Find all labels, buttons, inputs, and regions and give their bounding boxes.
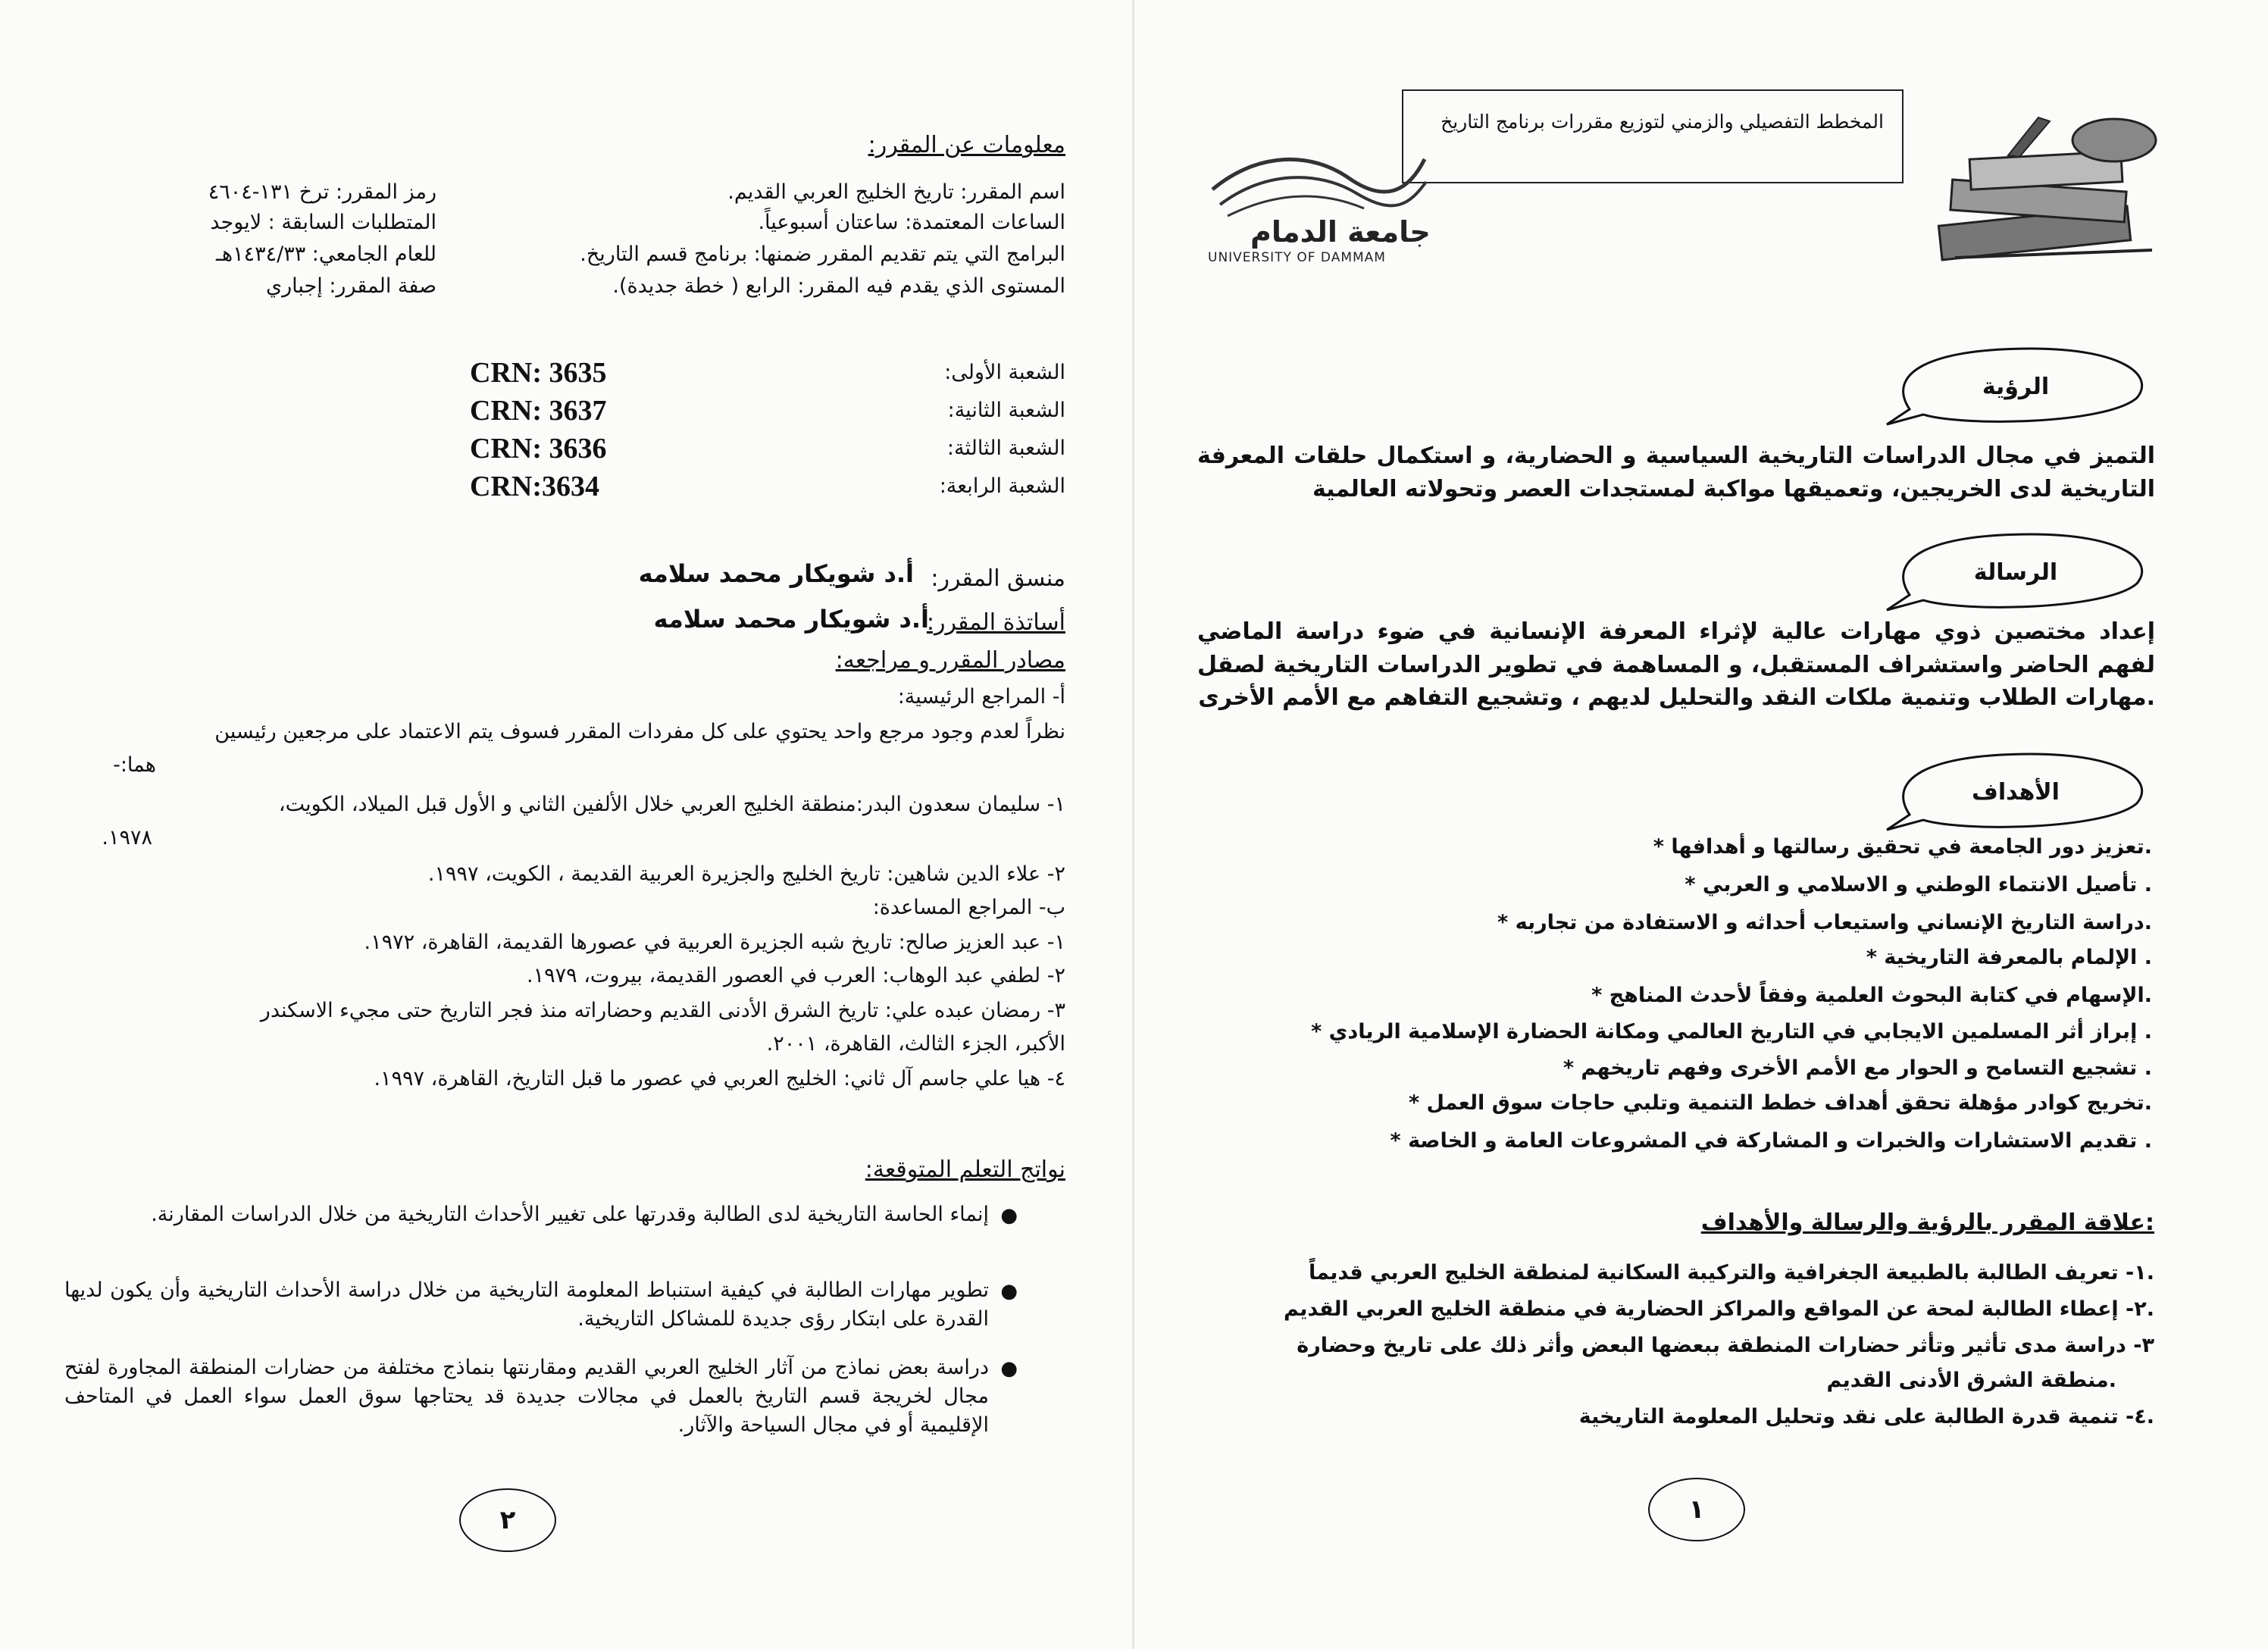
relation-item: ٤- تنمية قدرة الطالبة على نقد وتحليل المعلومة التاريخية. xyxy=(1578,1405,2154,1428)
outcomes-title: نواتج التعلم المتوقعة: xyxy=(865,1156,1065,1183)
main-reference: ٢- علاء الدين شاهين: تاريخ الخليج والجزيرة العربية القديمة ، الكويت، ١٩٩٧. xyxy=(427,862,1065,886)
outcome-text: إنماء الحاسة التاريخية لدى الطالبة وقدرتها على تغيير الأحداث التاريخية من خلال الدراسات المقارنة. xyxy=(151,1203,989,1226)
page-number: ١ xyxy=(1648,1478,1745,1541)
section-label: الشعبة الرابعة: xyxy=(939,474,1065,498)
star-icon: * xyxy=(1408,1091,1427,1115)
aux-refs-title: ب- المراجع المساعدة: xyxy=(872,896,1065,919)
relation-item: ٣- دراسة مدى تأثير وتأثر حضارات المنطقة ببعضها البعض وأثر ذلك على تاريخ وحضارة xyxy=(1297,1334,2154,1357)
goal-item: * تعزيز دور الجامعة في تحقيق رسالتها و أهدافها. xyxy=(1653,835,2152,859)
info-title: معلومات عن المقرر: xyxy=(868,132,1065,158)
outcome-item xyxy=(64,1200,1018,1229)
bullet-icon: ● xyxy=(1000,1357,1018,1380)
course-type-line: صفة المقرر: إجباري xyxy=(266,274,436,298)
course-name-line: اسم المقرر: تاريخ الخليج العربي القديم. xyxy=(727,180,1065,204)
goals-bubble xyxy=(1879,750,2152,834)
instructors-name: أ.د شويكار محمد سلامه xyxy=(653,605,929,634)
star-icon: * xyxy=(1390,1129,1409,1153)
logo-english: UNIVERSITY OF DAMMAM xyxy=(1208,250,1386,265)
outcome-text: تطوير مهارات الطالبة في كيفية استنباط المعلومة التاريخية من خلال دراسة الأحداث التاريخية وأن يكون لديها القدرة على ابتكار رؤى جديدة للمشاكل التاريخية. xyxy=(64,1278,989,1331)
star-icon: * xyxy=(1497,911,1516,934)
page-number: ٢ xyxy=(459,1488,556,1552)
bullet-icon: ● xyxy=(1000,1280,1018,1303)
aux-reference-cont: الأكبر، الجزء الثالث، القاهرة، ٢٠٠١. xyxy=(766,1032,1065,1056)
aux-reference: ١- عبد العزيز صالح: تاريخ شبه الجزيرة العربية في عصورها القديمة، القاهرة، ١٩٧٢. xyxy=(364,931,1065,954)
logo-wave-icon xyxy=(1205,136,1432,220)
mission-text: إعداد مختصين ذوي مهارات عالية لإثراء المعرفة الإنسانية في ضوء دراسة الماضي لفهم الحاضر واستشراف المستقبل، و المساهمة في تطوير الدراسات التاريخية لصقل مهارات الطلاب وتنمية ملكات النقد والتحليل لديهم ، وتشجيع التفاهم مع الأمم الأخرى. xyxy=(1197,618,2155,711)
relation-item-cont: منطقة الشرق الأدنى القديم. xyxy=(1826,1369,2116,1392)
mission-title: الرسالة xyxy=(1973,559,2058,586)
vision-title: الرؤية xyxy=(1982,374,2050,400)
credit-hours-line: الساعات المعتمدة: ساعتان أسبوعياً. xyxy=(758,211,1065,234)
level-line: المستوى الذي يقدم فيه المقرر: الرابع ( خطة جديدة). xyxy=(612,274,1065,298)
star-icon: * xyxy=(1311,1020,1329,1044)
university-logo xyxy=(1205,136,1432,273)
programs-line: البرامج التي يتم تقديم المقرر ضمنها: برنامج قسم التاريخ. xyxy=(580,242,1065,266)
star-icon: * xyxy=(1563,1056,1581,1080)
section-label: الشعبة الثالثة: xyxy=(946,436,1065,460)
main-refs-intro-cont: هما:- xyxy=(113,753,156,777)
section-crn: CRN: 3635 xyxy=(470,357,607,389)
section-crn: CRN: 3636 xyxy=(470,433,607,465)
academic-year-line: للعام الجامعي: ١٤٣٤/٣٣هـ xyxy=(215,242,436,266)
coordinator-name: أ.د شويكار محمد سلامه xyxy=(638,559,914,588)
relation-item: ١- تعريف الطالبة بالطبيعة الجغرافية والتركيبة السكانية لمنطقة الخليج العربي قديماً. xyxy=(1309,1261,2154,1284)
logo-arabic: جامعة الدمام xyxy=(1250,215,1431,249)
aux-reference: ٣- رمضان عبده علي: تاريخ الشرق الأدنى القديم وحضاراته منذ فجر التاريخ حتى مجيء الاسكندر xyxy=(260,999,1065,1022)
relation-item: ٢- إعطاء الطالبة لمحة عن المواقع والمراكز الحضارية في منطقة الخليج العربي القديم. xyxy=(1284,1297,2154,1321)
course-code-line: رمز المقرر: ترخ ١٣١-٤٦٠٤ xyxy=(208,180,436,204)
goals-title: الأهداف xyxy=(1972,779,2060,806)
relation-title: علاقة المقرر بالرؤية والرسالة والأهداف: xyxy=(1700,1209,2154,1236)
goal-item: * تقديم الاستشارات والخبرات و المشاركة في المشروعات العامة و الخاصة . xyxy=(1390,1129,2152,1153)
books-clipart-icon xyxy=(1925,102,2175,277)
prerequisites-line: المتطلبات السابقة : لايوجد xyxy=(210,211,436,234)
main-refs-title: أ- المراجع الرئيسية: xyxy=(897,685,1065,709)
aux-reference: ٢- لطفي عبد الوهاب: العرب في العصور القديمة، بيروت، ١٩٧٩. xyxy=(527,964,1065,987)
coordinator-label: منسق المقرر: xyxy=(931,565,1065,592)
mission-bubble xyxy=(1879,530,2152,614)
bullet-icon: ● xyxy=(1000,1204,1018,1227)
vision-bubble xyxy=(1879,345,2152,428)
goal-item: * الإسهام في كتابة البحوث العلمية وفقاً لأحدث المناهج. xyxy=(1591,984,2152,1007)
header-title: المخطط التفصيلي والزمني لتوزيع مقررات برنامج التاريخ xyxy=(1441,111,1884,133)
star-icon: * xyxy=(1591,984,1609,1007)
goal-item: * تأصيل الانتماء الوطني و الاسلامي و العربي . xyxy=(1685,873,2152,896)
star-icon: * xyxy=(1866,946,1885,969)
main-refs-intro: نظراً لعدم وجود مرجع واحد يحتوي على كل مفردات المقرر فسوف يتم الاعتماد على مرجعين رئيسين xyxy=(214,720,1065,743)
section-label: الشعبة الأولى: xyxy=(944,361,1065,384)
instructors-label: أساتذة المقرر: xyxy=(926,609,1065,636)
star-icon: * xyxy=(1653,835,1672,859)
outcome-item xyxy=(64,1353,1018,1439)
section-label: الشعبة الثانية: xyxy=(947,399,1065,422)
goal-item: * إبراز أثر المسلمين الايجابي في التاريخ العالمي ومكانة الحضارة الإسلامية الريادي . xyxy=(1311,1020,2152,1044)
main-reference: ١- سليمان سعدون البدر:منطقة الخليج العربي خلال الألفين الثاني و الأول قبل الميلاد، الكويت، xyxy=(278,793,1065,816)
header-box xyxy=(1402,89,1904,183)
section-crn: CRN: 3637 xyxy=(470,395,607,427)
outcome-item xyxy=(64,1276,1018,1334)
vision-text: التميز في مجال الدراسات التاريخية السياسية و الحضارية، و استكمال حلقات المعرفة التاريخية لدى الخريجين، وتعميقها مواكبة لمستجدات العصر وتحولاته العالمية xyxy=(1197,443,2155,502)
goal-item: * دراسة التاريخ الإنساني واستيعاب أحداثه و الاستفادة من تجاربه. xyxy=(1497,911,2152,934)
section-crn: CRN:3634 xyxy=(470,471,599,502)
sources-title: مصادر المقرر و مراجعه: xyxy=(835,647,1065,674)
goal-item: * الإلمام بالمعرفة التاريخية . xyxy=(1866,946,2152,969)
outcome-text: دراسة بعض نماذج من آثار الخليج العربي القديم ومقارنتها بنماذج مختلفة من حضارات المنطقة المجاورة لفتح مجال لخريجة قسم التاريخ بالعمل في مجالات جديدة قد يحتاجها سوق العمل سواء العمل في المتاحف الإقليمية أو في مجال السياحة والآثار. xyxy=(64,1356,989,1437)
star-icon: * xyxy=(1685,873,1703,896)
goal-item: * تخريج كوادر مؤهلة تحقق أهداف خطط التنمية وتلبي حاجات سوق العمل. xyxy=(1408,1091,2152,1115)
goal-item: * تشجيع التسامح و الحوار مع الأمم الأخرى وفهم تاريخهم . xyxy=(1563,1056,2152,1080)
aux-reference: ٤- هيا علي جاسم آل ثاني: الخليج العربي في عصور ما قبل التاريخ، القاهرة، ١٩٩٧. xyxy=(374,1067,1065,1090)
main-reference-cont: ١٩٧٨. xyxy=(102,826,152,850)
